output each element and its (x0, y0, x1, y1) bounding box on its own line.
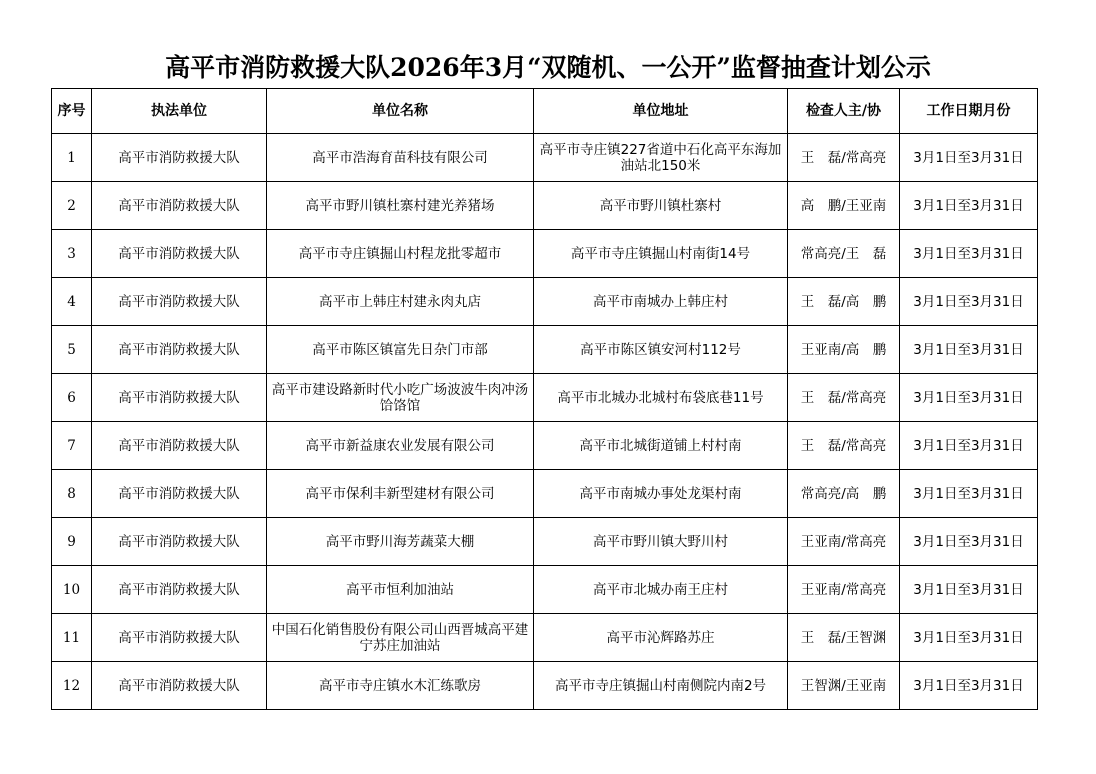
table-row (52, 134, 1038, 182)
cell-inspectors: 常高亮/王 磊 (788, 230, 900, 278)
cell-work-period: 3月1日至3月31日 (900, 134, 1038, 182)
cell-serial-no: 7 (52, 422, 92, 470)
cell-serial-no: 8 (52, 470, 92, 518)
cell-serial-no: 3 (52, 230, 92, 278)
cell-work-period: 3月1日至3月31日 (900, 182, 1038, 230)
table-row (52, 566, 1038, 614)
cell-serial-no: 6 (52, 374, 92, 422)
cell-enforcement-agency: 高平市消防救援大队 (92, 134, 267, 182)
cell-work-period: 3月1日至3月31日 (900, 662, 1038, 710)
table-row (52, 374, 1038, 422)
cell-enforcement-agency: 高平市消防救援大队 (92, 374, 267, 422)
cell-inspectors: 王亚南/常高亮 (788, 518, 900, 566)
cell-unit-address: 高平市陈区镇安河村112号 (534, 326, 788, 374)
cell-work-period: 3月1日至3月31日 (900, 230, 1038, 278)
cell-unit-name: 中国石化销售股份有限公司山西晋城高平建宁苏庄加油站 (267, 614, 534, 662)
cell-unit-name: 高平市野川镇杜寨村建光养猪场 (267, 182, 534, 230)
header-unit-name: 单位名称 (267, 89, 534, 134)
cell-inspectors: 王 磊/常高亮 (788, 134, 900, 182)
cell-work-period: 3月1日至3月31日 (900, 566, 1038, 614)
cell-inspectors: 王智渊/王亚南 (788, 662, 900, 710)
cell-serial-no: 4 (52, 278, 92, 326)
cell-enforcement-agency: 高平市消防救援大队 (92, 230, 267, 278)
table-row (52, 278, 1038, 326)
cell-unit-name: 高平市新益康农业发展有限公司 (267, 422, 534, 470)
cell-unit-address: 高平市野川镇大野川村 (534, 518, 788, 566)
cell-unit-address: 高平市寺庄镇掘山村南街14号 (534, 230, 788, 278)
cell-unit-address: 高平市沁辉路苏庄 (534, 614, 788, 662)
cell-unit-name: 高平市野川海芳蔬菜大棚 (267, 518, 534, 566)
cell-work-period: 3月1日至3月31日 (900, 422, 1038, 470)
table-row (52, 182, 1038, 230)
cell-unit-address: 高平市寺庄镇227省道中石化高平东海加油站北150米 (534, 134, 788, 182)
page-title: 高平市消防救援大队2026年3月“双随机、一公开”监督抽查计划公示 (165, 53, 931, 82)
cell-inspectors: 王亚南/常高亮 (788, 566, 900, 614)
cell-enforcement-agency: 高平市消防救援大队 (92, 182, 267, 230)
table-row (52, 662, 1038, 710)
table-header-row (52, 89, 1038, 134)
cell-inspectors: 常高亮/高 鹏 (788, 470, 900, 518)
inspection-plan-table (51, 88, 1038, 710)
cell-enforcement-agency: 高平市消防救援大队 (92, 518, 267, 566)
cell-enforcement-agency: 高平市消防救援大队 (92, 566, 267, 614)
cell-unit-name: 高平市保利丰新型建材有限公司 (267, 470, 534, 518)
table-row (52, 614, 1038, 662)
header-enforcement-agency: 执法单位 (92, 89, 267, 134)
cell-unit-address: 高平市北城办北城村布袋底巷11号 (534, 374, 788, 422)
cell-enforcement-agency: 高平市消防救援大队 (92, 662, 267, 710)
cell-work-period: 3月1日至3月31日 (900, 470, 1038, 518)
cell-unit-name: 高平市陈区镇富先日杂门市部 (267, 326, 534, 374)
cell-work-period: 3月1日至3月31日 (900, 518, 1038, 566)
cell-inspectors: 王 磊/王智渊 (788, 614, 900, 662)
table-row (52, 470, 1038, 518)
cell-enforcement-agency: 高平市消防救援大队 (92, 326, 267, 374)
cell-unit-name: 高平市恒利加油站 (267, 566, 534, 614)
table-row (52, 518, 1038, 566)
header-unit-address: 单位地址 (534, 89, 788, 134)
cell-serial-no: 2 (52, 182, 92, 230)
cell-serial-no: 5 (52, 326, 92, 374)
table-row (52, 326, 1038, 374)
cell-unit-address: 高平市寺庄镇掘山村南侧院内南2号 (534, 662, 788, 710)
cell-unit-address: 高平市野川镇杜寨村 (534, 182, 788, 230)
cell-enforcement-agency: 高平市消防救援大队 (92, 422, 267, 470)
cell-inspectors: 王 磊/常高亮 (788, 422, 900, 470)
cell-work-period: 3月1日至3月31日 (900, 326, 1038, 374)
cell-serial-no: 10 (52, 566, 92, 614)
cell-unit-address: 高平市南城办上韩庄村 (534, 278, 788, 326)
cell-inspectors: 王 磊/高 鹏 (788, 278, 900, 326)
cell-serial-no: 1 (52, 134, 92, 182)
cell-inspectors: 王亚南/高 鹏 (788, 326, 900, 374)
cell-unit-name: 高平市寺庄镇水木汇练歌房 (267, 662, 534, 710)
cell-serial-no: 12 (52, 662, 92, 710)
cell-serial-no: 11 (52, 614, 92, 662)
cell-work-period: 3月1日至3月31日 (900, 278, 1038, 326)
cell-work-period: 3月1日至3月31日 (900, 614, 1038, 662)
cell-unit-name: 高平市寺庄镇掘山村程龙批零超市 (267, 230, 534, 278)
table-row (52, 230, 1038, 278)
cell-enforcement-agency: 高平市消防救援大队 (92, 614, 267, 662)
cell-work-period: 3月1日至3月31日 (900, 374, 1038, 422)
cell-unit-name: 高平市浩海育苗科技有限公司 (267, 134, 534, 182)
cell-unit-name: 高平市上韩庄村建永肉丸店 (267, 278, 534, 326)
table-row (52, 422, 1038, 470)
cell-enforcement-agency: 高平市消防救援大队 (92, 278, 267, 326)
cell-unit-address: 高平市南城办事处龙渠村南 (534, 470, 788, 518)
cell-unit-address: 高平市北城办南王庄村 (534, 566, 788, 614)
header-work-period: 工作日期月份 (900, 89, 1038, 134)
cell-unit-name: 高平市建设路新时代小吃广场波波牛肉冲汤饸饹馆 (267, 374, 534, 422)
cell-inspectors: 王 磊/常高亮 (788, 374, 900, 422)
header-serial-no: 序号 (52, 89, 92, 134)
cell-enforcement-agency: 高平市消防救援大队 (92, 470, 267, 518)
header-inspectors: 检查人主/协 (788, 89, 900, 134)
cell-unit-address: 高平市北城街道铺上村村南 (534, 422, 788, 470)
cell-inspectors: 高 鹏/王亚南 (788, 182, 900, 230)
cell-serial-no: 9 (52, 518, 92, 566)
